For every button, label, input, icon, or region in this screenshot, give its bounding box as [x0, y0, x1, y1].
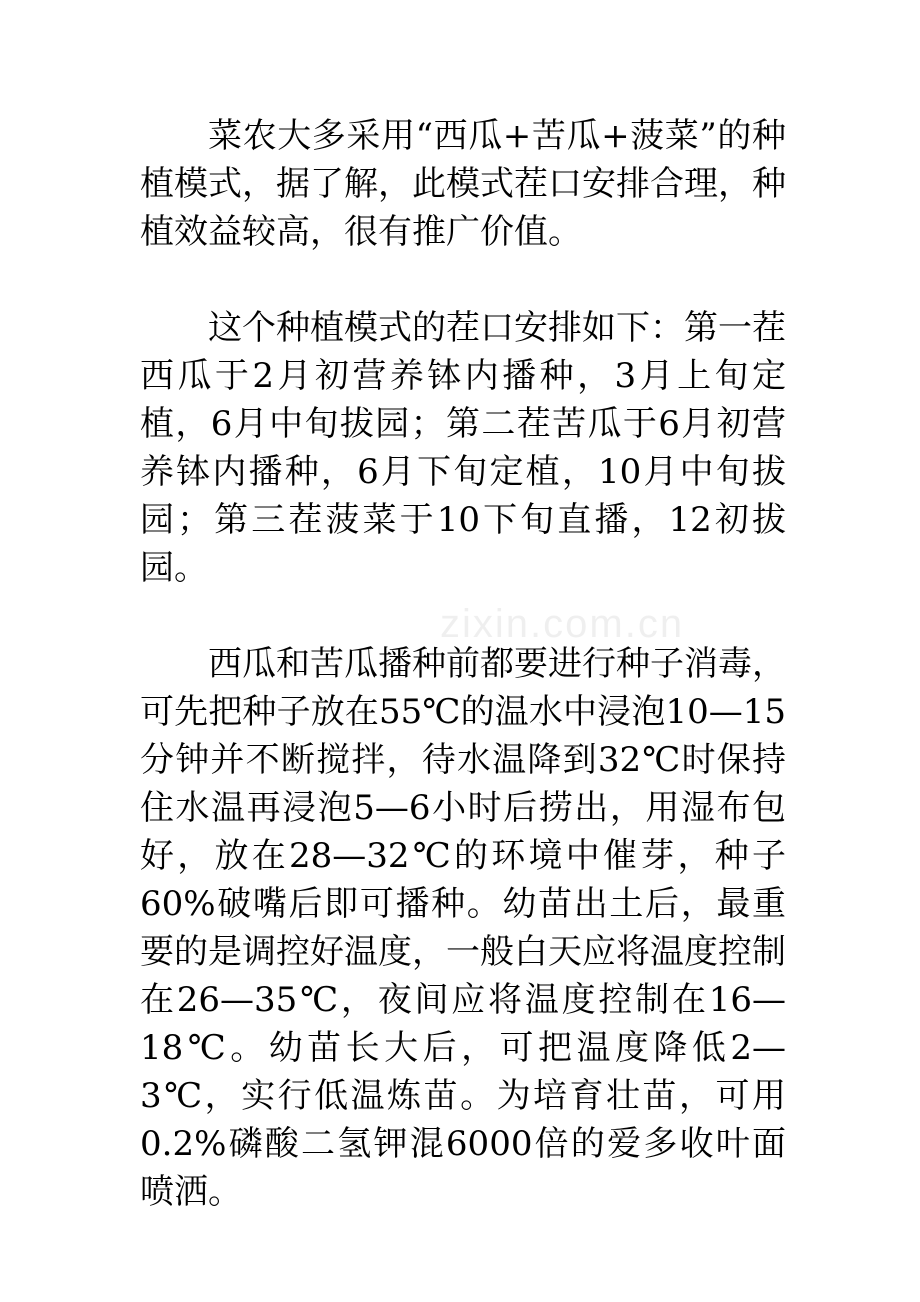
paragraph-cropping-model: 菜农大多采用“西瓜+苦瓜+菠菜”的种植模式，据了解，此模式茬口安排合理，种植效益较高，很有推广价值。: [140, 116, 786, 252]
paragraph-seed-treatment: 西瓜和苦瓜播种前都要进行种子消毒，可先把种子放在55℃的温水中浸泡10—15分钟并不断搅拌，待水温降到32℃时保持住水温再浸泡5—6小时后捞出，用湿布包好，放在28—32℃的环境中催芽，种子60%破嘴后即可播种。幼苗出土后，最重要的是调控好温度，一般白天应将温度控制在26—35℃，夜间应将温度控制在16—18℃。幼苗长大后，可把温度降低2—3℃，实行低温炼苗。为培育壮苗，可用0.2%磷酸二氢钾混6000倍的爱多收叶面喷洒。: [140, 644, 786, 1212]
paragraph-crop-schedule: 这个种植模式的茬口安排如下：第一茬西瓜于2月初营养钵内播种，3月上旬定植，6月中旬拔园；第二茬苦瓜于6月初营养钵内播种，6月下旬定植，10月中旬拔园；第三茬菠菜于10下旬直播，12初拔园。: [140, 308, 786, 588]
watermark: zixin.com.cn: [440, 602, 685, 646]
document-body: [140, 112, 786, 1216]
